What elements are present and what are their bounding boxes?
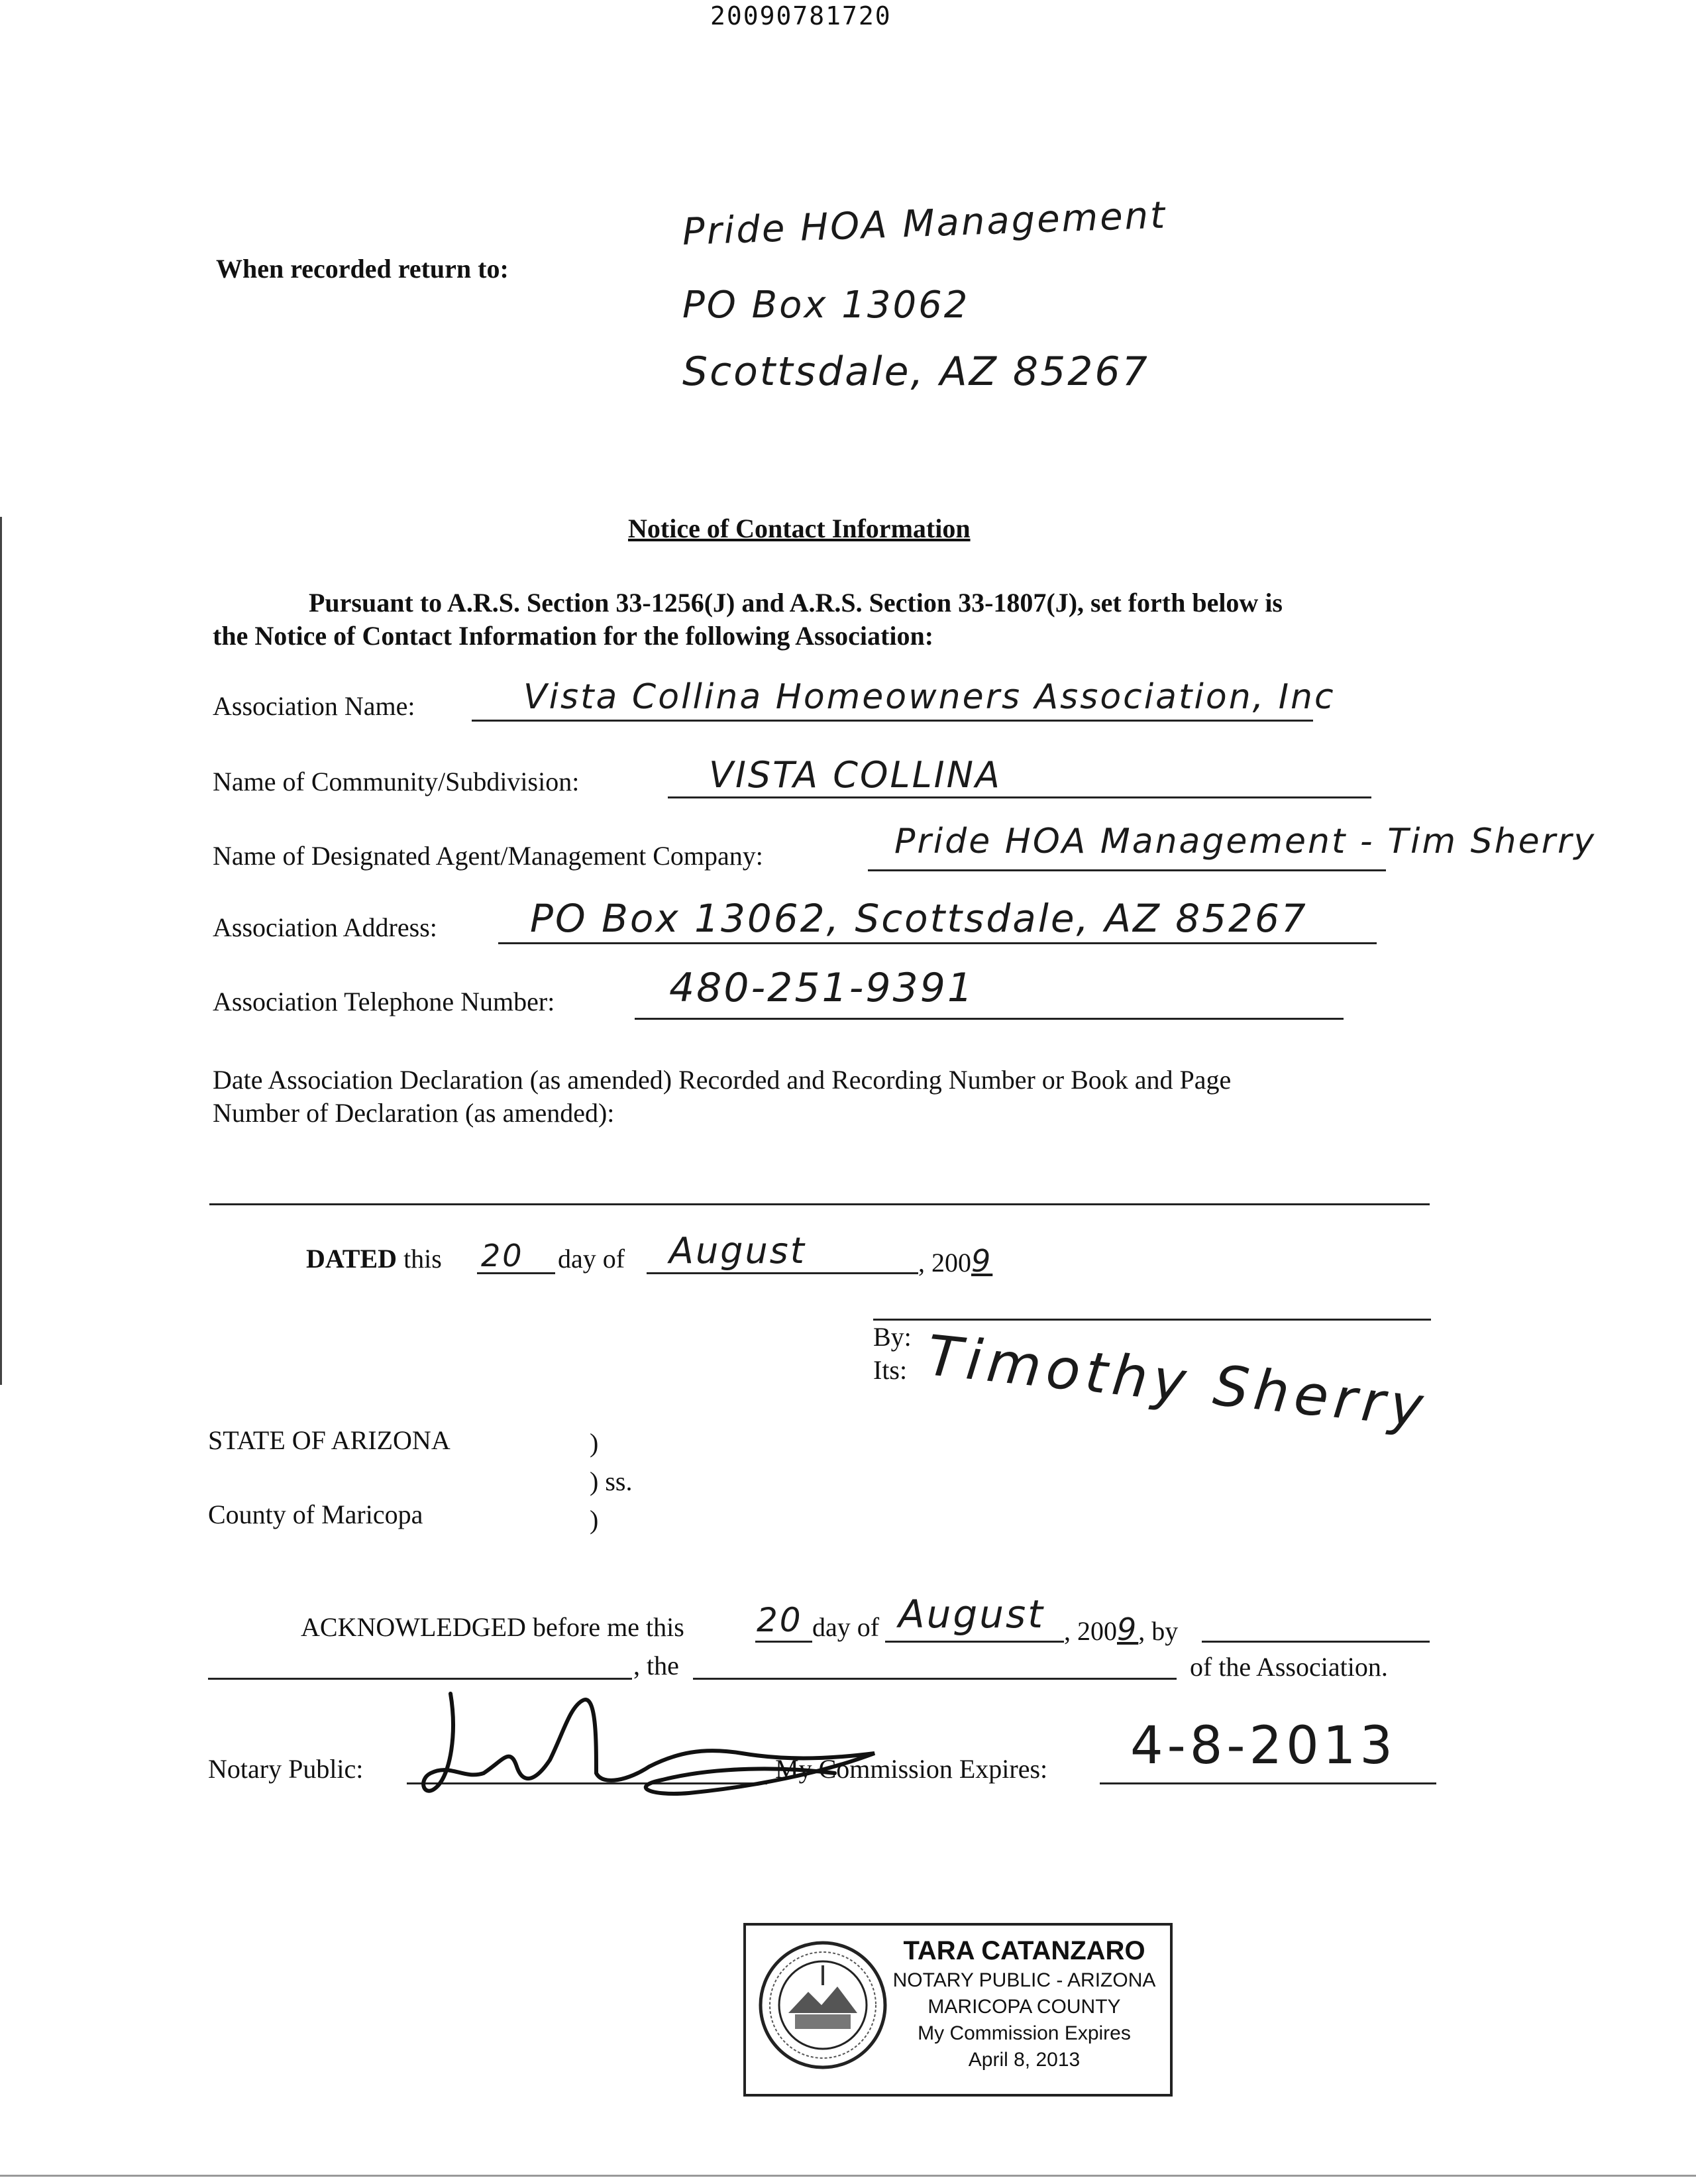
intro-line2: the Notice of Contact Information for the following Association: [213,621,934,651]
ack-month-line [885,1641,1064,1643]
officer-signature: Timothy Sherry [924,1323,1432,1441]
state-seal-icon [757,1939,889,2071]
ack-title-line [693,1678,1177,1680]
ack-year-suffix: 9 [1117,1611,1139,1647]
return-to-line2: PO Box 13062 [682,284,970,327]
community-line [668,796,1371,798]
stamp-county: MARICOPA COUNTY [928,1996,1121,2018]
phone-value: 480-251-9391 [669,965,975,1011]
ack-the: , the [633,1651,679,1680]
agent-value: Pride HOA Management - Tim Sherry [894,822,1597,861]
declaration-line2: Number of Declaration (as amended): [213,1098,615,1128]
address-label: Association Address: [213,912,437,942]
notice-title: Notice of Contact Information [628,514,971,543]
return-to-label: When recorded return to: [216,254,509,284]
ack-by-line [1202,1641,1430,1643]
address-value: PO Box 13062, Scottsdale, AZ 85267 [530,896,1308,941]
commission-expires-value: 4-8-2013 [1130,1716,1397,1776]
stamp-commission-label: My Commission Expires [918,2022,1131,2044]
stamp-notary-public: NOTARY PUBLIC - ARIZONA [892,1969,1156,1991]
ack-day-value: 20 [757,1601,803,1639]
document-number: 20090781720 [710,1,892,30]
agent-label: Name of Designated Agent/Management Company: [213,841,763,871]
community-label: Name of Community/Subdivision: [213,767,580,796]
ack-day-line [755,1641,812,1643]
scan-bottom-edge [0,2175,1696,2177]
address-line [498,942,1377,944]
its-label: Its: [873,1355,908,1385]
ack-day-of: day of [812,1612,880,1642]
venue-county: County of Maricopa [208,1500,423,1529]
intro-line1: Pursuant to A.R.S. Section 33-1256(J) and A.R.S. Section 33-1807(J), set forth below is [309,588,1283,618]
venue-paren-3: ) [590,1505,599,1535]
commission-expires-label: My Commission Expires: [775,1754,1048,1784]
dated-year-suffix: 9 [971,1243,993,1279]
return-to-line3: Scottsdale, AZ 85267 [682,349,1149,395]
declaration-blank-line [209,1203,1430,1205]
acknowledged-prefix: ACKNOWLEDGED [301,1612,526,1642]
dated-prefix: DATED [306,1244,398,1274]
association-name-value: Vista Collina Homeowners Association, Inc [523,677,1336,717]
stamp-notary-name: TARA CATANZARO [903,1936,1145,1965]
dated-day-value: 20 [481,1238,524,1274]
commission-expires-line [1100,1782,1436,1784]
ack-year-prefix: , 200 [1064,1616,1117,1646]
dated-this: this [403,1244,442,1274]
venue-paren-2: ) ss. [590,1466,633,1496]
ack-by: , by [1138,1616,1179,1646]
ack-of-association: of the Association. [1190,1652,1388,1682]
phone-line [635,1018,1344,1020]
association-name-line [472,720,1313,722]
stamp-commission-date: April 8, 2013 [968,2049,1081,2071]
by-label: By: [873,1322,912,1352]
dated-day-of: day of [558,1244,625,1274]
signature-line [873,1319,1431,1321]
venue-state: STATE OF ARIZONA [208,1425,450,1455]
notary-stamp [743,1923,1173,2097]
venue-paren-1: ) [590,1428,599,1458]
dated-month-value: August [669,1230,806,1272]
scan-edge-mark [0,517,2,1385]
agent-line [868,869,1386,871]
ack-name-line [208,1678,632,1680]
notary-public-label: Notary Public: [208,1754,364,1784]
notary-signature [411,1680,888,1813]
declaration-line1: Date Association Declaration (as amended) Recorded and Recording Number or Book and Page [213,1065,1232,1095]
return-to-line1: Pride HOA Management [681,193,1168,254]
ack-month-value: August [898,1592,1045,1637]
association-name-label: Association Name: [213,691,415,721]
dated-line [306,1243,442,1274]
acknowledged-before-me: before me this [532,1612,684,1642]
acknowledged-line [301,1611,684,1643]
community-value: VISTA COLLINA [709,754,1002,796]
dated-month-line [647,1272,918,1274]
phone-label: Association Telephone Number: [213,987,555,1016]
dated-year-prefix: , 200 [918,1248,971,1278]
